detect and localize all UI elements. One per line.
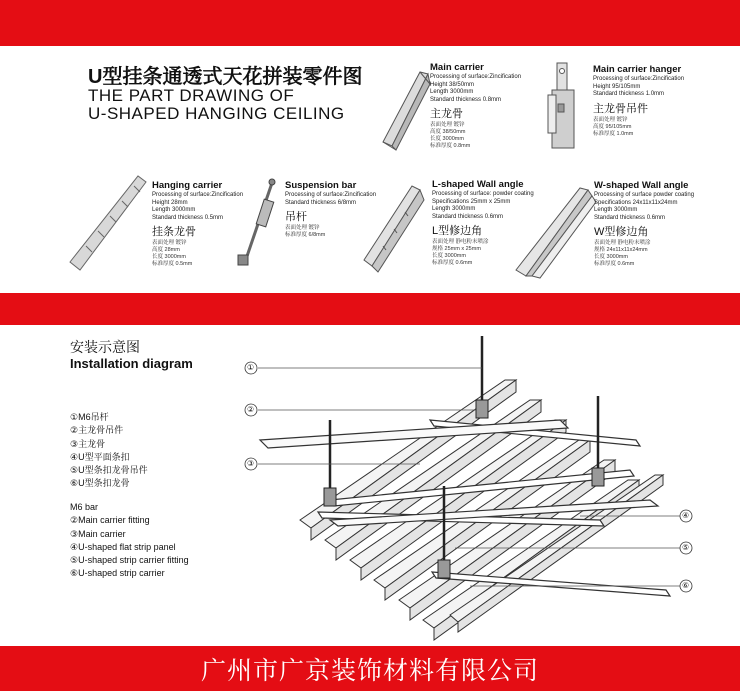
legend-item: ①M6吊杆 (70, 412, 109, 422)
spec-line: Standard thickness 0.5mm (152, 214, 224, 221)
legend-item: ③Main carrier (70, 528, 126, 539)
spec-line: Standard thickness 6/8mm (285, 199, 357, 206)
part-name-cn: 吊杆 (285, 211, 307, 223)
spec-line-cn: 长度 3000mm (152, 254, 186, 260)
part-name-cn: 挂条龙骨 (152, 226, 196, 238)
legend-item: ⑤U型条扣龙骨吊件 (70, 465, 148, 476)
callout-5: ⑤ (682, 543, 690, 552)
spec-line-cn: 高度 38/50mm (430, 129, 466, 135)
spec-line: Specifications 25mm x 25mm (432, 198, 511, 205)
spec-line: Length 3000mm (432, 206, 476, 212)
legend-en (70, 501, 189, 581)
callout-6: ⑥ (682, 581, 690, 590)
part-name-cn: L型修边角 (432, 225, 483, 237)
part-name: Main carrier (430, 62, 484, 73)
part-main-carrier-hanger (593, 64, 723, 138)
spec-line: Length 3000mm (430, 89, 474, 95)
spec-line-cn: 表面处理 镀锌 (593, 116, 628, 123)
spec-line-cn: 标准厚度 0.8mm (430, 143, 471, 149)
legend-item: ④U型平面条扣 (70, 451, 130, 462)
spec-line-cn: 长度 3000mm (430, 136, 464, 142)
spec-line: Processing of surface:Zincification (593, 76, 685, 82)
spec-line: Height 38/50mm (430, 81, 475, 88)
spec-line-cn: 长度 3000mm (432, 253, 466, 259)
spec-line: Specifications 24x11x11x24mm (594, 199, 678, 206)
legend-item: ⑥U型条扣龙骨 (70, 478, 130, 489)
spec-line: Height 28mm (152, 199, 188, 206)
spec-line: Processing of surface:Zincification (285, 192, 377, 198)
callout-4: ④ (682, 511, 690, 520)
spec-line: Standard thickness 0.6mm (432, 213, 504, 220)
callout-1: ① (247, 363, 255, 372)
spec-line-cn: 高度 95/105mm (593, 123, 632, 130)
part-name: L-shaped Wall angle (432, 179, 524, 190)
part-name-cn: 主龙骨 (430, 108, 463, 120)
part-name: Hanging carrier (152, 180, 223, 191)
spec-line-cn: 标准厚度 1.0mm (593, 130, 634, 137)
part-l-wall-angle (432, 179, 552, 267)
spec-line: Standard thickness 0.6mm (594, 214, 666, 221)
callout-2: ② (247, 405, 255, 414)
spec-line-cn: 表面处理 镀锌 (152, 240, 187, 246)
part-suspension-bar (285, 180, 385, 239)
spec-line-cn: 标准厚度 0.5mm (152, 261, 193, 267)
part-hanging-carrier (152, 180, 272, 268)
title-cn: U型挂条通透式天花拼装零件图 (88, 66, 363, 88)
legend-item: M6 bar (70, 502, 99, 512)
legend-item: ②Main carrier fitting (70, 515, 150, 526)
installation-title-en: Installation diagram (70, 356, 193, 371)
spec-line: Processing of surface:Zincification (430, 74, 522, 80)
spec-line: Processing of surface powder coating (594, 192, 695, 198)
part-name: Suspension bar (285, 180, 357, 191)
spec-line: Processing of surface: powder coating (432, 191, 534, 197)
spec-line-cn: 表面处理 镀锌 (285, 225, 320, 231)
part-name-cn: W型修边角 (594, 226, 649, 238)
spec-line: Processing of surface:Zincification (152, 192, 244, 198)
spec-line-cn: 表面处理 静电粉末喷涂 (594, 240, 651, 246)
legend-item: ⑤U-shaped strip carrier fitting (70, 555, 189, 566)
spec-line-cn: 长度 3000mm (594, 254, 628, 260)
main-carrier-illustration (383, 72, 430, 150)
spec-line-cn: 高度 28mm (152, 247, 180, 253)
title-en-line1: THE PART DRAWING OF (88, 86, 295, 105)
spec-line: Length 3000mm (594, 207, 638, 213)
title-en-line2: U-SHAPED HANGING CEILING (88, 104, 345, 123)
spec-line: Standard thickness 1.0mm (593, 91, 665, 97)
spec-line-cn: 标准厚度 0.6mm (594, 261, 635, 267)
installation-diagram (245, 336, 692, 640)
part-main-carrier (430, 62, 550, 150)
part-w-wall-angle (594, 180, 724, 268)
legend-cn (70, 411, 148, 491)
legend-item: ③主龙骨 (70, 438, 106, 449)
spec-line: Height 95/105mm (593, 83, 641, 90)
spec-line: Standard thickness 0.8mm (430, 96, 502, 103)
part-name: Main carrier hanger (593, 64, 682, 75)
legend-item: ②主龙骨吊件 (70, 425, 124, 436)
spec-line: Length 3000mm (152, 207, 196, 213)
hanging-carrier-illustration (70, 176, 146, 270)
part-name: W-shaped Wall angle (594, 180, 689, 191)
spec-line-cn: 标准厚度 6/8mm (285, 232, 326, 238)
legend-item: ④U-shaped flat strip panel (70, 541, 176, 552)
company-name: 广州市广京装饰材料有限公司 (200, 657, 539, 685)
callout-3: ③ (247, 459, 255, 468)
spec-line-cn: 标准厚度 0.6mm (432, 260, 473, 266)
spec-line-cn: 表面处理 静电粉末喷涂 (432, 239, 489, 245)
legend-item: ⑥U-shaped strip carrier (70, 568, 165, 579)
spec-line-cn: 规格 24x11x11x24mm (594, 247, 648, 253)
part-name-cn: 主龙骨吊件 (593, 102, 648, 115)
spec-line-cn: 表面处理 镀锌 (430, 122, 465, 128)
installation-title-cn: 安装示意图 (70, 339, 140, 355)
main-carrier-hanger-illustration (548, 63, 574, 148)
spec-line-cn: 规格 25mm x 25mm (432, 246, 481, 252)
